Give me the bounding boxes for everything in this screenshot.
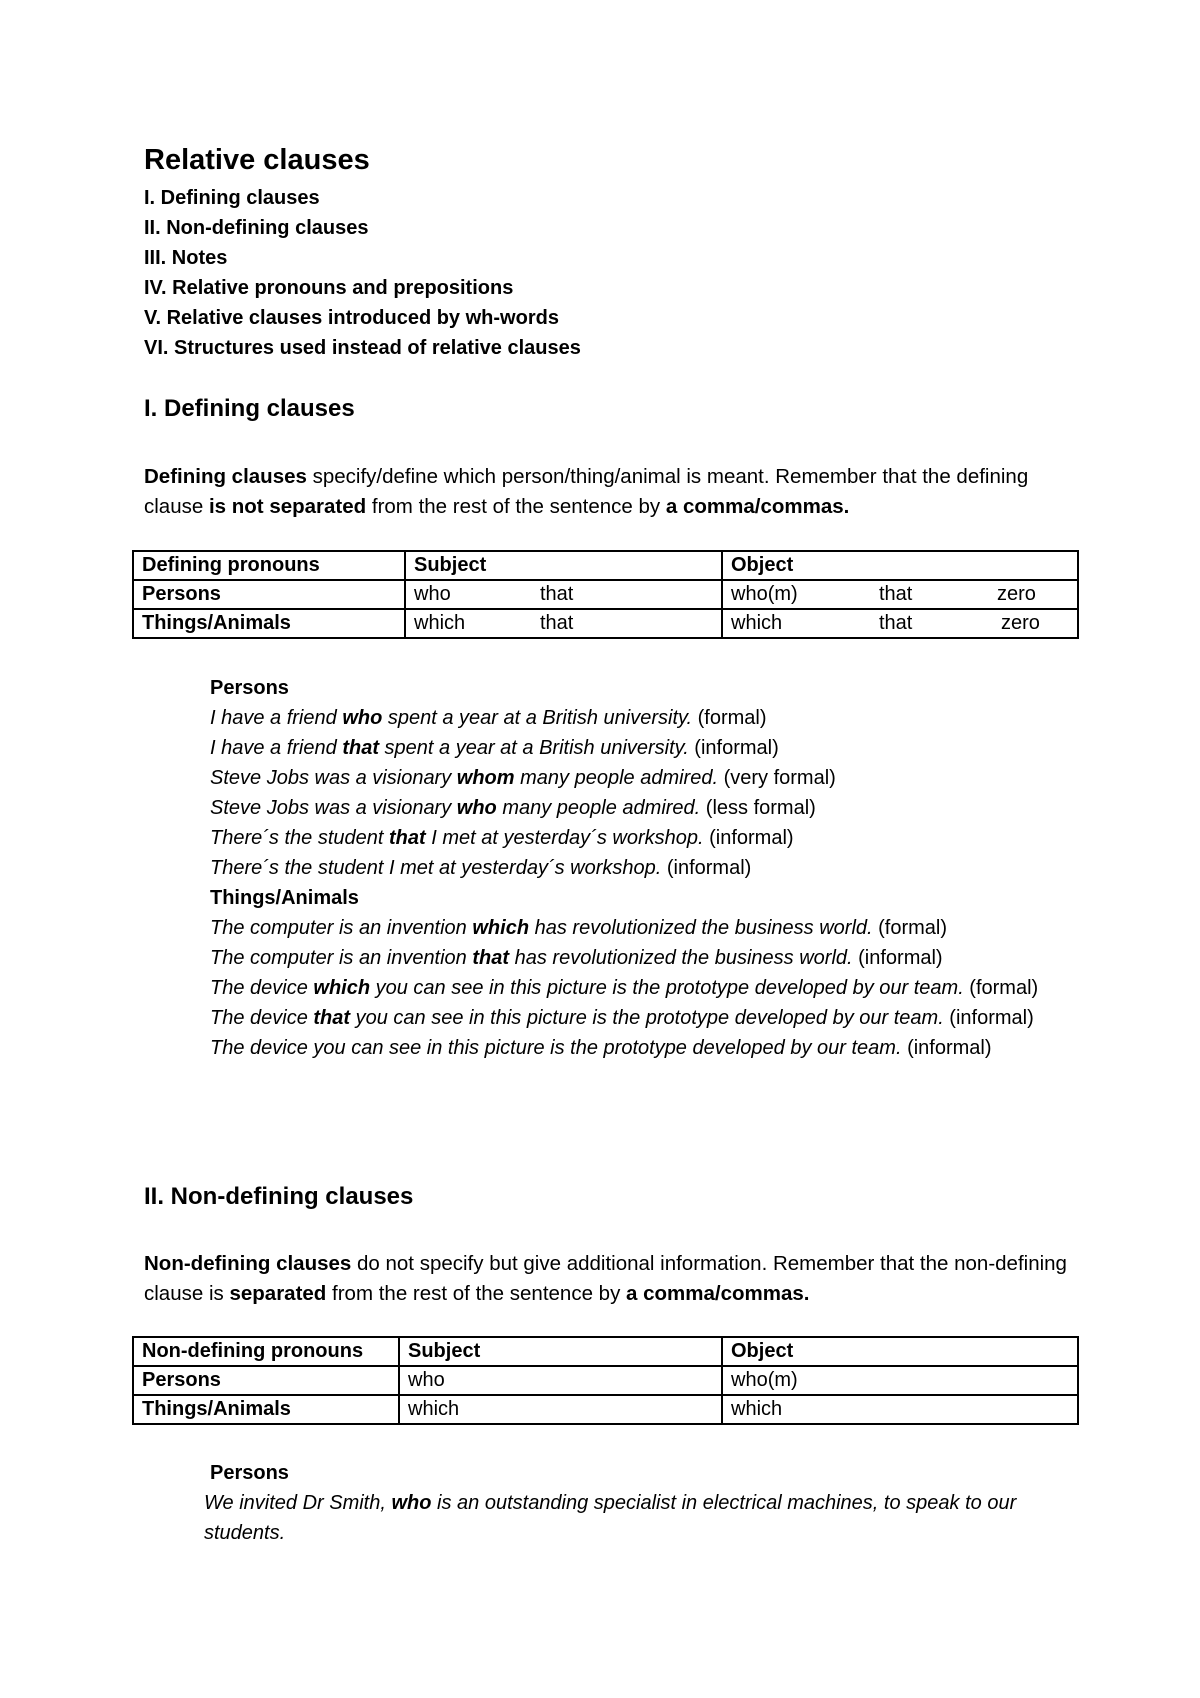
example-text: The device you can see in this picture is the prototype developed by our team. <box>210 1037 902 1059</box>
row-label-cell: Things/Animals <box>133 609 405 638</box>
intro-emphasis: a comma/commas. <box>626 1282 810 1305</box>
section-intro-defining <box>144 462 1074 522</box>
relative-pronoun: that <box>342 737 379 759</box>
toc-item: V. Relative clauses introduced by wh-words <box>144 307 559 329</box>
toc-item: III. Notes <box>144 247 228 269</box>
example-sentence <box>210 733 1090 763</box>
defining-examples <box>210 673 1090 1063</box>
example-text: There´s the student <box>210 827 389 849</box>
register-note: (informal) <box>661 857 752 879</box>
example-sentence <box>210 763 1090 793</box>
table-header-row <box>133 551 1078 580</box>
example-text: The device <box>210 1007 314 1029</box>
pronoun: that <box>540 612 574 634</box>
relative-pronoun: who <box>342 707 383 729</box>
example-text: many people admired. <box>496 797 701 819</box>
row-label-cell: Persons <box>133 1366 399 1395</box>
example-sentence <box>210 973 1060 1003</box>
register-note: (informal) <box>688 737 779 759</box>
subject-cell <box>405 580 722 609</box>
table-header-cell: Object <box>722 551 1078 580</box>
non-defining-examples <box>204 1458 1064 1548</box>
intro-emphasis: is not separated <box>208 495 367 518</box>
register-note: (informal) <box>703 827 794 849</box>
intro-text: do not specify but give additional information. Remember that the non-defining clause is <box>144 1252 1067 1305</box>
intro-term: Non-defining clauses <box>144 1252 352 1275</box>
relative-pronoun: that <box>388 827 426 849</box>
defining-pronouns-table <box>132 550 1079 639</box>
example-sentence <box>210 703 1090 733</box>
example-sentence <box>210 943 1060 973</box>
pronoun: who <box>414 583 451 605</box>
example-text: We invited Dr Smith, <box>204 1492 392 1514</box>
example-text: spent a year at a British university. <box>382 707 693 729</box>
example-text: has revolutionized the business world. <box>529 917 873 939</box>
intro-emphasis: a comma/commas. <box>665 495 850 518</box>
intro-text: from the rest of the sentence by <box>326 1282 627 1305</box>
example-text: you can see in this picture is the prototype developed by our team. <box>350 1007 944 1029</box>
subject-cell <box>405 609 722 638</box>
pronoun: that <box>879 583 913 605</box>
register-note: (less formal) <box>700 797 816 819</box>
example-sentence <box>210 823 1090 853</box>
section-intro-non-defining <box>144 1249 1074 1309</box>
relative-pronoun: who <box>391 1492 432 1514</box>
examples-heading-persons: Persons <box>210 677 289 699</box>
example-text: spent a year at a British university. <box>378 737 689 759</box>
example-sentence <box>204 1488 1064 1548</box>
example-text: many people admired. <box>514 767 719 789</box>
toc-item: I. Defining clauses <box>144 187 320 209</box>
table-header-row <box>133 1337 1078 1366</box>
table-header-cell: Object <box>722 1337 1078 1366</box>
examples-heading-persons: Persons <box>210 1462 289 1484</box>
pronoun: which <box>731 612 783 634</box>
object-cell: who(m) <box>722 1366 1078 1395</box>
table-row <box>133 1366 1078 1395</box>
pronoun: that <box>540 583 574 605</box>
subject-cell: who <box>399 1366 722 1395</box>
example-text: Steve Jobs was a visionary <box>210 797 457 819</box>
intro-emphasis: separated <box>229 1282 327 1305</box>
pronoun: zero <box>997 583 1036 605</box>
toc-item: IV. Relative pronouns and prepositions <box>144 277 514 299</box>
example-text: Steve Jobs was a visionary <box>210 767 457 789</box>
persons-examples-list <box>204 1488 1064 1548</box>
register-note: (formal) <box>872 917 948 939</box>
toc-item: VI. Structures used instead of relative clauses <box>144 337 581 359</box>
example-text: The computer is an invention <box>210 917 473 939</box>
example-text: you can see in this picture is the prototype developed by our team. <box>370 977 964 999</box>
table-row <box>133 580 1078 609</box>
row-label-cell: Things/Animals <box>133 1395 399 1424</box>
register-note: (very formal) <box>718 767 836 789</box>
example-sentence <box>210 913 1060 943</box>
relative-pronoun: which <box>313 977 371 999</box>
row-label-cell: Persons <box>133 580 405 609</box>
toc-item: II. Non-defining clauses <box>144 217 369 239</box>
relative-pronoun: which <box>472 917 530 939</box>
register-note: (formal) <box>963 977 1039 999</box>
document-title: Relative clauses <box>144 144 370 176</box>
object-cell <box>722 580 1078 609</box>
table-header-cell: Subject <box>399 1337 722 1366</box>
example-text: has revolutionized the business world. <box>509 947 853 969</box>
section-heading-non-defining: II. Non-defining clauses <box>144 1183 414 1210</box>
example-text: I have a friend <box>210 737 343 759</box>
object-cell: which <box>722 1395 1078 1424</box>
things-examples-list <box>210 913 1060 1063</box>
intro-term: Defining clauses <box>144 465 307 488</box>
register-note: (informal) <box>901 1037 992 1059</box>
table-header-cell: Subject <box>405 551 722 580</box>
relative-pronoun: who <box>456 797 497 819</box>
table-header-cell: Defining pronouns <box>133 551 405 580</box>
relative-pronoun: that <box>313 1007 351 1029</box>
register-note: (formal) <box>692 707 767 729</box>
table-row <box>133 1395 1078 1424</box>
example-sentence <box>210 853 1090 883</box>
table-row <box>133 609 1078 638</box>
object-cell <box>722 609 1078 638</box>
example-text: The computer is an invention <box>210 947 473 969</box>
example-sentence <box>210 793 1090 823</box>
intro-text: from the rest of the sentence by <box>366 495 666 518</box>
relative-pronoun: whom <box>456 767 515 789</box>
pronoun: which <box>414 612 466 634</box>
example-sentence <box>210 1033 1060 1063</box>
example-sentence <box>210 1003 1060 1033</box>
register-note: (informal) <box>943 1007 1034 1029</box>
relative-pronoun: that <box>472 947 510 969</box>
example-text: There´s the student I met at yesterday´s workshop. <box>210 857 662 879</box>
persons-examples-list <box>210 703 1090 883</box>
intro-text: specify/define which person/thing/animal is meant. Remember that the defining clause <box>144 465 1029 518</box>
table-header-cell: Non-defining pronouns <box>133 1337 399 1366</box>
example-text: The device <box>210 977 314 999</box>
pronoun: who(m) <box>731 583 798 605</box>
pronoun: that <box>879 612 913 634</box>
example-text: I have a friend <box>210 707 343 729</box>
non-defining-pronouns-table <box>132 1336 1079 1425</box>
examples-heading-things: Things/Animals <box>210 887 359 909</box>
example-text: I met at yesterday´s workshop. <box>425 827 704 849</box>
section-heading-defining: I. Defining clauses <box>144 395 355 422</box>
subject-cell: which <box>399 1395 722 1424</box>
table-of-contents <box>144 183 581 363</box>
register-note: (informal) <box>852 947 943 969</box>
example-text: is an outstanding specialist in electrical machines, to speak to our students. <box>204 1492 1017 1544</box>
pronoun: zero <box>1001 612 1040 634</box>
